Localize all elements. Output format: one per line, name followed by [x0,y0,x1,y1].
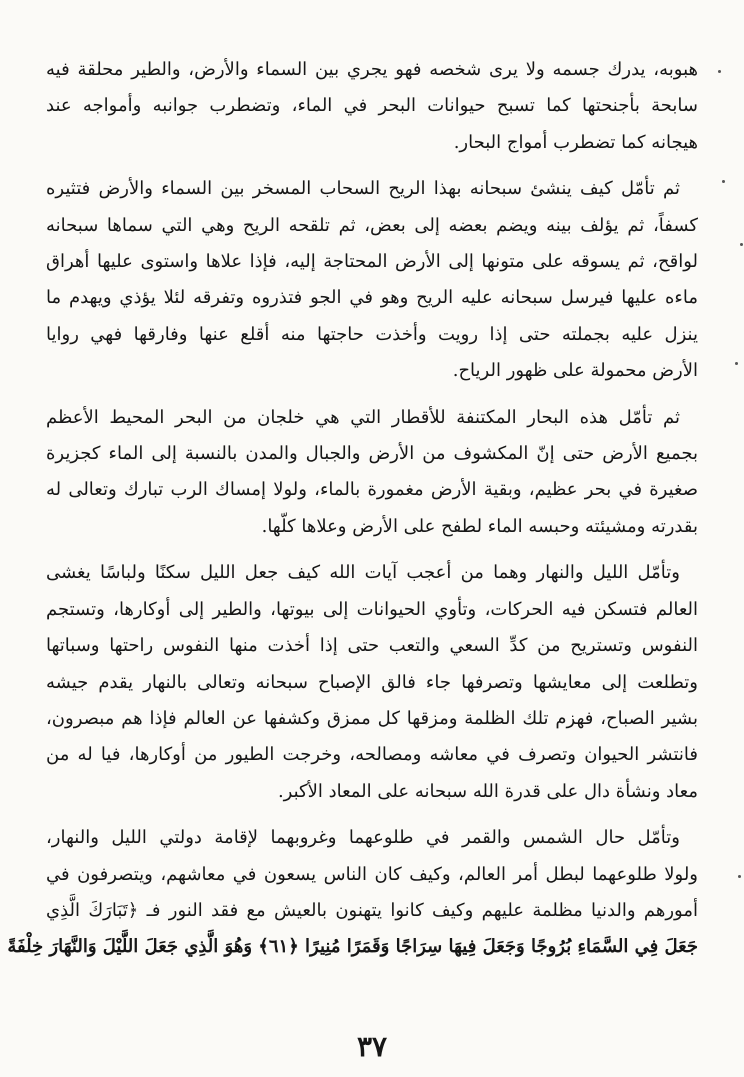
text-line: النفوس وتستريح من كدِّ السعي والتعب حتى إذا أخذت منها النفوس راحتها وسباتها [46,635,698,657]
text-line: ثم تأمّل كيف ينشئ سبحانه بهذا الريح السحاب المسخر بين السماء والأرض فتثيره [46,178,680,200]
text-line: أمورهم والدنيا مظلمة عليهم وكيف كانوا يتهنون بالعيش مع فقد النور فـ ﴿تَبَارَكَ الَّذِي [46,899,698,921]
text-line: الأرض محمولة على ظهور الرياح. [452,360,698,382]
text-line: ينزل عليه بجملته حتى إذا رويت وأخذت حاجتها منه أقلع عنها وفارقها فهي روايا [46,323,698,345]
text-line: وتأمّل الليل والنهار وهما من أعجب آيات الله كيف جعل الليل سكنًا ولباسًا يغشى [46,562,680,584]
text-line: ماءه عليها فيرسل سبحانه عليه الريح وهو في الجو فتذروه وتفرقه لئلا يؤذي ويهدم ما [46,287,698,309]
text-line: صغيرة في بحر عظيم، وبقية الأرض مغمورة بالماء، ولولا إمساك الرب تبارك وتعالى له [46,479,698,501]
page-body [7,52,698,976]
page-number: ٣٧ [356,1030,388,1063]
quran-verse-line: جَعَلَ فِي السَّمَاءِ بُرُوجًا وَجَعَلَ فِيهَا سِرَاجًا وَقَمَرًا مُنِيرًا ﴿٦١﴾ وَهُوَ الَّذِي جَعَلَ اللَّيْلَ وَالنَّهَارَ خِلْفَةً [7,936,698,958]
text-line: سابحة بأجنحتها كما تسبح حيوانات البحر في الماء، وتضطرب جوانبه وأمواجه عند [46,95,698,117]
text-line: هيجانه كما تضطرب أمواج البحار. [453,131,698,153]
text-line: لواقح، ثم يسوقه على متونها إلى الأرض المحتاجة إليه، فإذا علاها واستوى عليها أهراق [46,251,698,273]
margin-speck [718,70,721,73]
text-line: معاد ونشأة دال على قدرة الله سبحانه على المعاد الأكبر. [277,780,698,802]
text-line: ولولا طلوعهما لبطل أمر العالم، وكيف كان الناس يسعون في معاشهم، ويتصرفون في [46,863,698,885]
text-line: وتطلعت إلى معايشها وتصرفها جاء فالق الإصباح سبحانه وتعالى بالنهار يقدم جيشه [46,671,698,693]
margin-speck [722,180,725,183]
text-line: العالم فتسكن فيه الحركات، وتأوي الحيوانات إلى بيوتها، والطير إلى أوكارها، وتستجم [46,598,698,620]
paragraph-5 [7,820,698,966]
margin-speck [740,243,743,246]
text-line: فانتشر الحيوان وتصرف في معاشه ومصالحه، وخرجت الطيور من أوكارها، فيا له من [46,744,698,766]
text-line: وتأمّل حال الشمس والقمر في طلوعهما وغروبهما لإقامة دولتي الليل والنهار، [46,827,680,849]
paragraph-2 [46,171,698,389]
text-line: ثم تأمّل هذه البحار المكتنفة للأقطار التي هي خلجان من البحر المحيط الأعظم [46,406,680,428]
text-line: بقدرته ومشيئته وحبسه الماء لطفح على الأرض وعلاها كلّها. [261,515,698,537]
paragraph-4 [46,555,698,810]
text-line: بشير الصباح، فهزم تلك الظلمة ومزقها كل ممزق وكشفها عن العالم فإذا هم مبصرون، [46,707,698,729]
margin-speck [738,875,741,878]
paragraph-3 [46,400,698,546]
margin-speck [735,362,738,365]
paragraph-1 [46,52,698,161]
text-line: بجميع الأرض حتى إنّ المكشوف من الأرض والجبال والمدن بالنسبة إلى الماء كجزيرة [46,443,698,465]
text-line: هبوبه، يدرك جسمه ولا يرى شخصه فهو يجري بين السماء والأرض، والطير محلقة فيه [46,59,698,80]
text-line: كسفاً، ثم يؤلف بينه ويضم بعضه إلى بعض، ثم تلقحه الريح وهي التي سماها سبحانه [46,214,698,236]
